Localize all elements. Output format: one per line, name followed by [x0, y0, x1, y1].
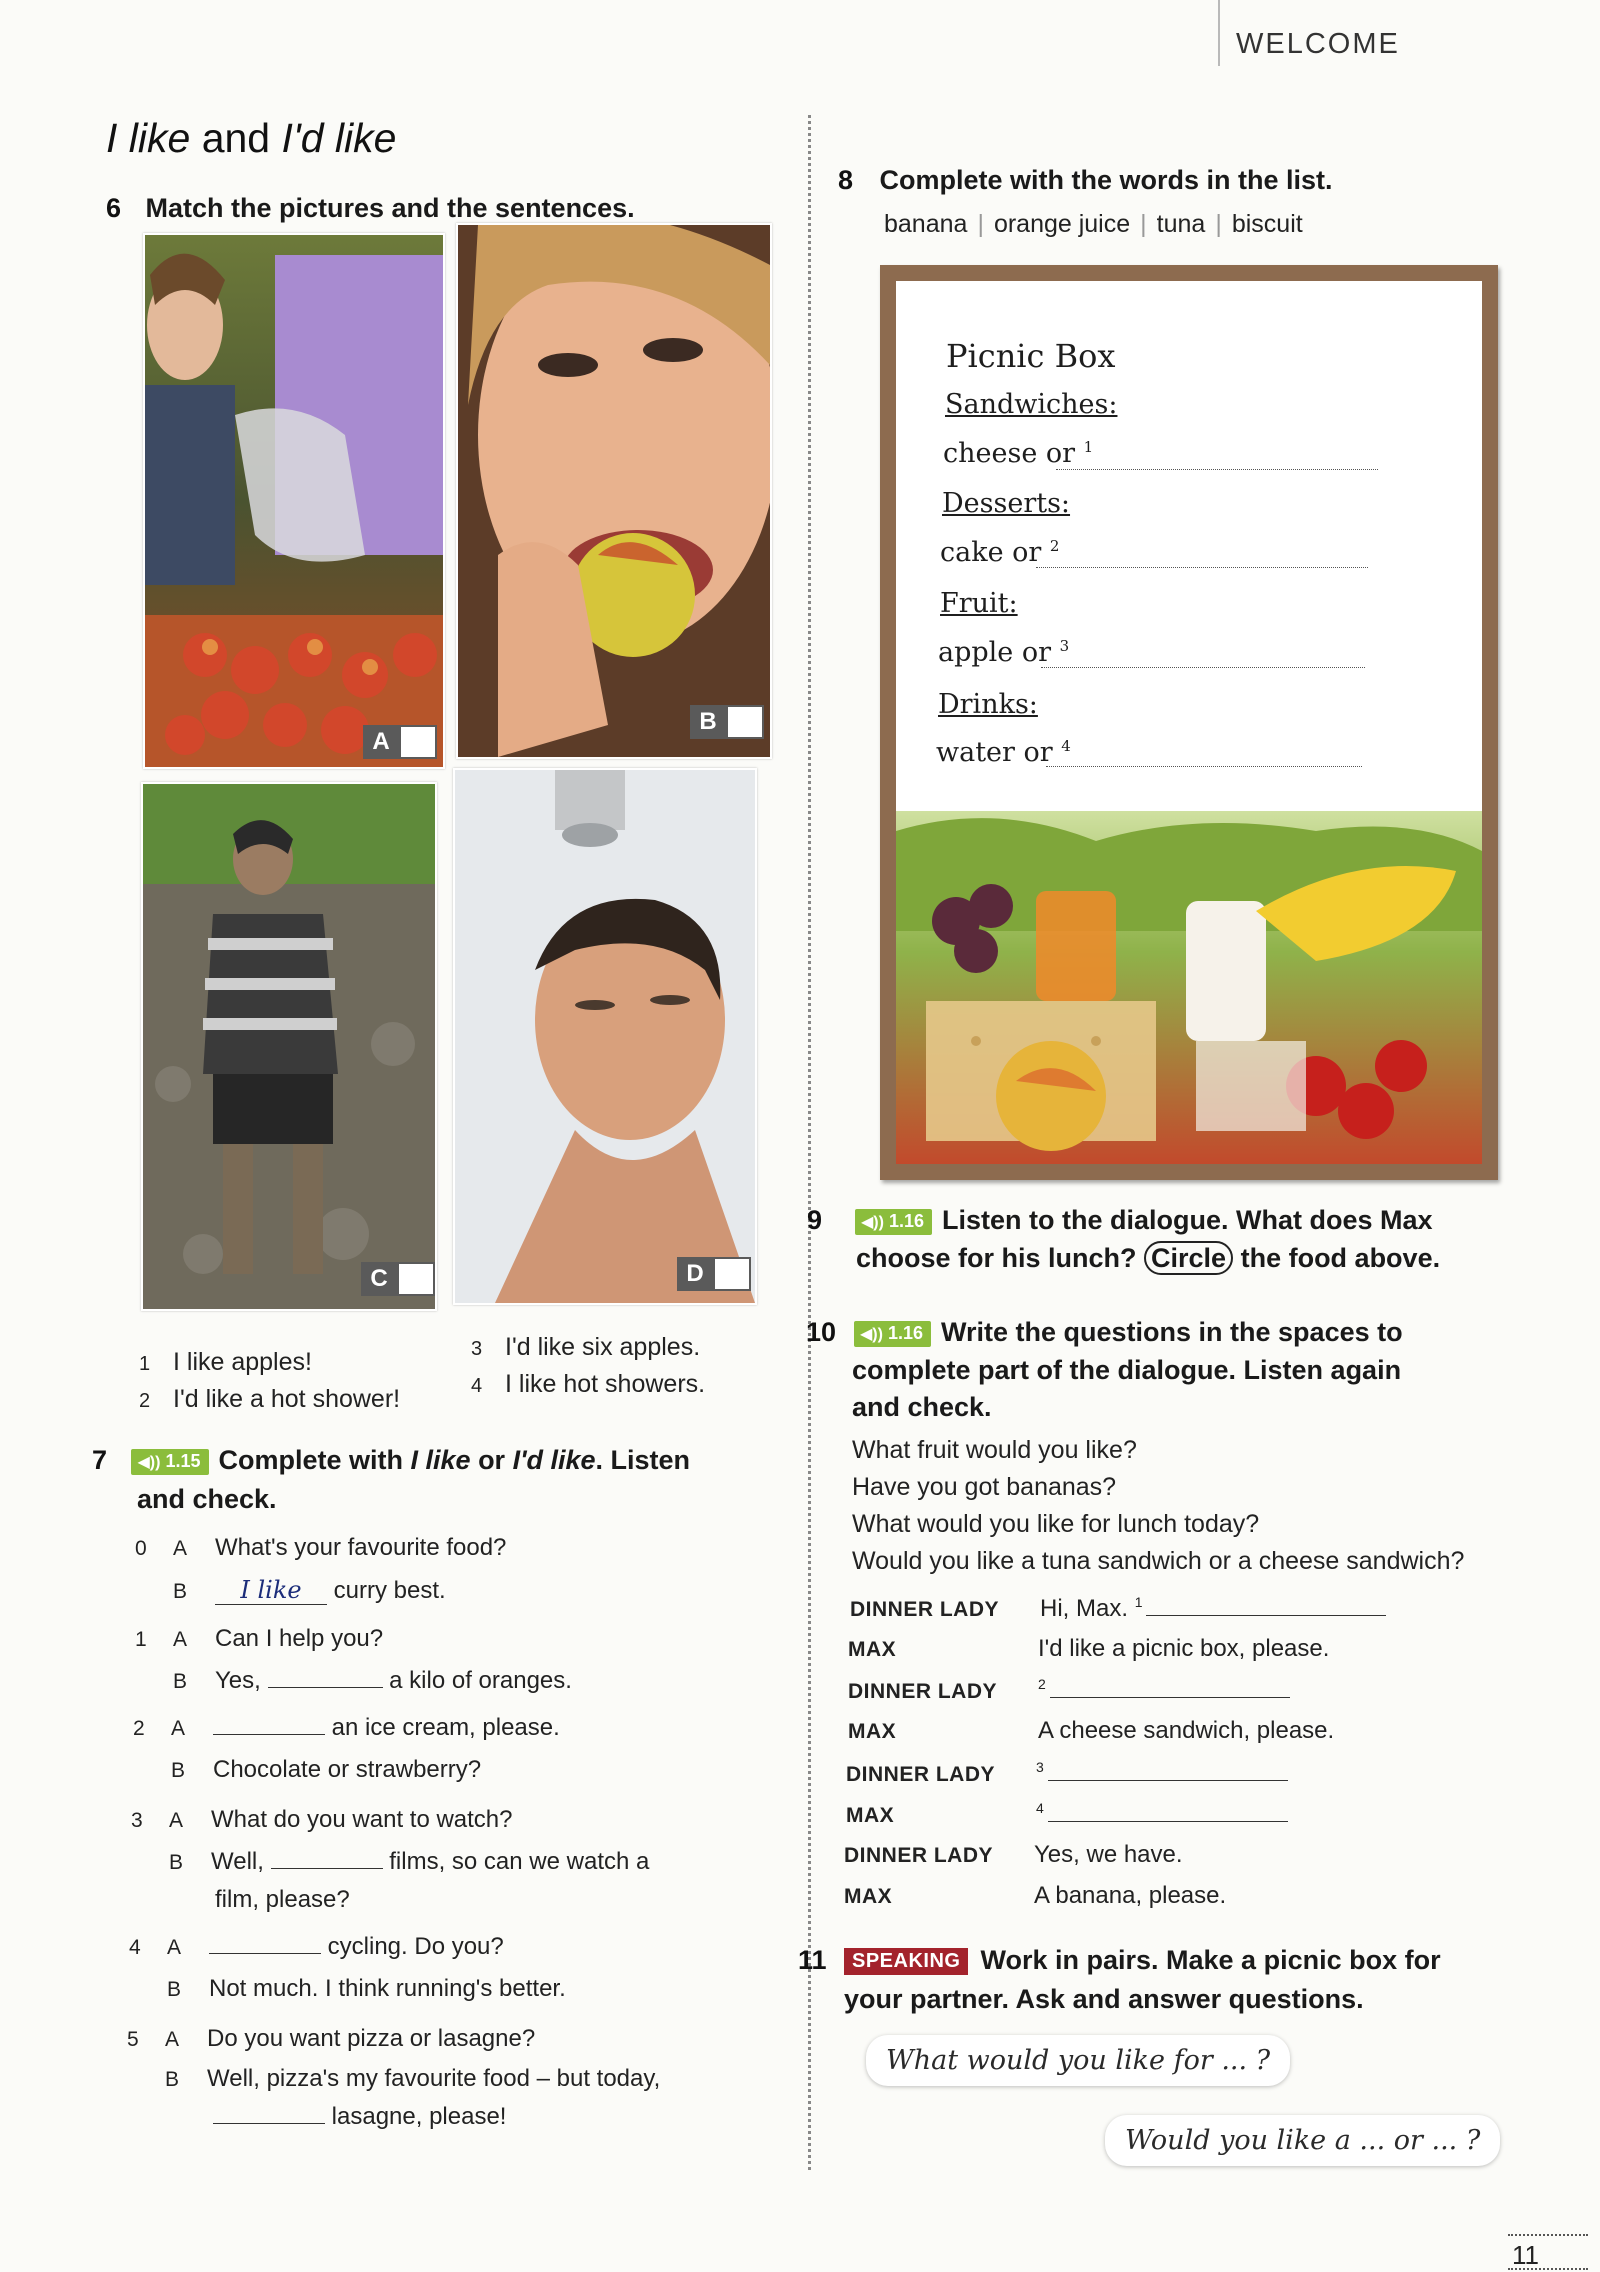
photo-b-girl-eating-apple [458, 225, 770, 757]
note-line-text: cake or [940, 537, 1042, 568]
sentence-3 [471, 1333, 700, 1362]
exercise-11-line2: your partner. Ask and answer questions. [844, 1984, 1364, 2014]
photo-b-answer-tag [690, 705, 764, 739]
photo-label: B [690, 705, 726, 739]
exercise-instruction: Complete with the words in the list. [879, 165, 1333, 195]
header-divider [1218, 0, 1220, 66]
answer-blank[interactable] [209, 1953, 321, 1954]
sentence-number: 1 [139, 1353, 151, 1375]
question-item: What would you like for lunch today? [852, 1510, 1260, 1538]
line-text: Yes, [215, 1667, 268, 1694]
speaker-name: DINNER LADY [844, 1844, 994, 1867]
exercise-10-line1 [806, 1317, 1403, 1348]
line-text: Well, [211, 1848, 271, 1875]
column-divider [808, 115, 811, 2170]
dialogue-row [848, 1717, 1334, 1745]
exercise-7-header [92, 1445, 690, 1476]
line-text: Do you want pizza or lasagne? [207, 2025, 536, 2052]
speaker-a: A [167, 1936, 182, 1959]
sentence-2 [139, 1385, 400, 1414]
note-heading: Drinks: [938, 689, 1038, 720]
dialogue-row [844, 1882, 1226, 1910]
answer-blank[interactable] [271, 1868, 383, 1869]
instruction-text: Write the questions in the spaces to [941, 1317, 1403, 1347]
word-list: banana | orange juice | tuna | biscuit [884, 210, 1303, 238]
speaker-b: B [167, 1978, 182, 2001]
ex7-item-0-a [135, 1534, 506, 1562]
instr-b: I like [410, 1445, 471, 1475]
note-line-text: water or [936, 737, 1053, 768]
exercise-number: 9 [807, 1205, 823, 1235]
dialogue-text: Hi, Max. [1040, 1595, 1135, 1622]
note-line-text: cheese or [943, 438, 1076, 469]
exercise-11-line1 [798, 1945, 1441, 1976]
speaker-name: DINNER LADY [848, 1680, 998, 1703]
sentence-number: 3 [471, 1338, 483, 1360]
dialogue-row [850, 1594, 1386, 1623]
photo-a-apples-market [145, 235, 443, 767]
note-heading: Desserts: [942, 488, 1071, 519]
ex7-item-4-b [167, 1975, 566, 2003]
line-text: films, so can we watch a [382, 1848, 650, 1875]
sentence-number: 4 [471, 1375, 483, 1397]
line-text: Chocolate or strawberry? [213, 1756, 482, 1783]
photo-label: A [363, 725, 399, 759]
answer-blank[interactable] [1048, 1780, 1288, 1781]
item-number: 3 [131, 1809, 143, 1832]
gap-4-line[interactable] [1046, 766, 1362, 767]
ex7-item-3-b-line2: film, please? [215, 1886, 350, 1913]
ex7-item-1-a [135, 1625, 383, 1653]
exercise-instruction: Match the pictures and the sentences. [145, 193, 635, 223]
instruction-text: the food above. [1233, 1243, 1441, 1273]
gap-number: 2 [1038, 1676, 1046, 1692]
speaker-a: A [173, 1537, 188, 1560]
exercise-number: 10 [806, 1317, 837, 1347]
dialogue-text: I'd like a picnic box, please. [1038, 1635, 1330, 1662]
speaker-name: MAX [844, 1885, 893, 1908]
ex7-item-1-b [173, 1667, 572, 1695]
speaker-a: A [171, 1717, 186, 1740]
ex7-item-5-b [165, 2065, 660, 2093]
line-text: lasagne, please! [325, 2103, 507, 2130]
dialogue-row [846, 1759, 1288, 1788]
speaker-a: A [165, 2028, 180, 2051]
photo-c-answer-tag [361, 1262, 435, 1296]
item-number: 2 [133, 1717, 145, 1740]
picnic-food-photo [896, 811, 1482, 1164]
instr-e: . Listen [595, 1445, 691, 1475]
gap-number: 3 [1036, 1759, 1044, 1775]
note-line [938, 637, 1069, 668]
section-header: WELCOME [1236, 28, 1400, 60]
line-text: Well, pizza's my favourite food – but today, [207, 2065, 661, 2092]
dialogue-row [848, 1676, 1290, 1705]
instr-c: or [470, 1445, 513, 1475]
word: tuna [1156, 210, 1206, 238]
speaker-b: B [173, 1580, 188, 1603]
note-heading: Sandwiches: [945, 389, 1118, 420]
line-text: Not much. I think running's better. [209, 1975, 566, 2002]
note-line-text: apple or [938, 637, 1052, 668]
line-text: curry best. [327, 1577, 446, 1604]
gap-number: 2 [1049, 537, 1060, 555]
title-i-like: I like [106, 115, 191, 161]
speaker-icon: ◀)) [860, 1325, 883, 1343]
answer-blank[interactable] [213, 2123, 325, 2124]
instr-a: Complete with [218, 1445, 411, 1475]
exercise-9-line2 [856, 1243, 1440, 1274]
line-text: an ice cream, please. [325, 1714, 560, 1741]
gap-number: 1 [1134, 1594, 1143, 1610]
sentence-1 [139, 1348, 312, 1377]
speaker-icon: ◀)) [137, 1453, 161, 1471]
instruction-text: Listen to the dialogue. What does Max [942, 1205, 1433, 1235]
gap-number: 4 [1036, 1800, 1044, 1816]
question-item: Would you like a tuna sandwich or a cheese sandwich? [852, 1547, 1465, 1575]
answer-box[interactable] [713, 1257, 751, 1291]
exercise-10-line2: complete part of the dialogue. Listen again [852, 1355, 1402, 1385]
speaker-b: B [165, 2068, 180, 2091]
item-number: 5 [127, 2028, 139, 2051]
line-text: Can I help you? [215, 1625, 384, 1652]
audio-track: 1.16 [888, 1211, 925, 1232]
line-text: a kilo of oranges. [382, 1667, 572, 1694]
photo-a-answer-tag [363, 725, 437, 759]
exercise-number: 8 [838, 165, 854, 195]
answer-blank[interactable] [1048, 1821, 1288, 1822]
sentence-number: 2 [139, 1390, 151, 1412]
question-item: What fruit would you like? [852, 1436, 1137, 1464]
circled-word: Circle [1144, 1241, 1233, 1275]
audio-track-badge[interactable] [855, 1209, 932, 1235]
exercise-instruction [131, 1445, 690, 1475]
title-id-like: I'd like [281, 115, 397, 161]
speaker-name: MAX [848, 1638, 897, 1661]
exercise-number: 6 [106, 193, 122, 223]
picnic-box-note [896, 281, 1482, 1164]
question-list [852, 1432, 1464, 1580]
answer-blank[interactable]: I like [215, 1576, 327, 1605]
gap-number: 3 [1059, 637, 1070, 655]
answer-box[interactable] [397, 1262, 435, 1296]
ex7-item-3-b [169, 1848, 649, 1876]
item-number: 4 [129, 1936, 141, 1959]
question-item: Have you got bananas? [852, 1473, 1117, 1501]
dialogue-text: A cheese sandwich, please. [1038, 1717, 1335, 1744]
gap-number: 4 [1061, 737, 1071, 755]
speaker-b: B [173, 1670, 188, 1693]
exercise-10-line3: and check. [852, 1392, 992, 1422]
speaker-icon: ◀)) [861, 1213, 884, 1231]
photo-b [456, 223, 772, 759]
instruction-text: choose for his lunch? [856, 1243, 1145, 1273]
item-number: 1 [135, 1628, 147, 1651]
sentence-text: I'd like six apples. [505, 1333, 701, 1361]
speech-bubble-1: What would you like for ... ? [866, 2035, 1290, 2086]
gap-3-line[interactable] [1041, 667, 1365, 668]
photo-label: C [361, 1262, 397, 1296]
line-text: What's your favourite food? [215, 1534, 507, 1561]
answer-blank[interactable] [268, 1687, 383, 1688]
photo-d-answer-tag [677, 1257, 751, 1291]
speaker-b: B [171, 1759, 186, 1782]
answer-blank[interactable] [1146, 1615, 1386, 1616]
instruction-text: Work in pairs. Make a picnic box for [980, 1945, 1441, 1975]
speaker-b: B [169, 1851, 184, 1874]
note-heading: Fruit: [940, 588, 1018, 619]
instr-d: I'd like [512, 1445, 596, 1475]
item-number: 0 [135, 1537, 147, 1560]
photo-d [453, 768, 757, 1305]
answer-box[interactable] [726, 705, 764, 739]
ex7-item-2-b [171, 1756, 481, 1784]
page-number-rule-top [1508, 2234, 1588, 2236]
exercise-instruction-line2: and check. [137, 1484, 277, 1514]
photo-d-boy-in-shower [455, 770, 755, 1303]
dialogue-row [846, 1800, 1288, 1829]
photo-c [141, 782, 437, 1311]
section-title [106, 115, 396, 162]
photo-c-muddy-rugby-player [143, 784, 435, 1309]
note-line [940, 537, 1059, 568]
dialogue-row [844, 1841, 1183, 1869]
exercise-number: 11 [798, 1945, 827, 1975]
exercise-number: 7 [92, 1445, 108, 1475]
audio-track: 1.15 [165, 1451, 201, 1472]
speech-bubble-2: Would you like a ... or ... ? [1105, 2115, 1500, 2166]
sentence-4 [471, 1370, 705, 1399]
sentence-text: I'd like a hot shower! [173, 1385, 401, 1413]
dialogue-row [848, 1635, 1329, 1663]
audio-track: 1.16 [887, 1323, 924, 1344]
line-text: cycling. Do you? [321, 1933, 504, 1960]
photo-a [143, 233, 445, 769]
speaker-name: DINNER LADY [850, 1598, 1000, 1621]
ex7-item-4-a [129, 1933, 504, 1961]
picnic-box-board [880, 265, 1498, 1180]
word: biscuit [1231, 210, 1303, 238]
gap-2-line[interactable] [1036, 567, 1368, 568]
note-line [936, 737, 1071, 768]
sentence-text: I like apples! [173, 1348, 312, 1376]
note-title: Picnic Box [946, 337, 1116, 375]
speaker-name: DINNER LADY [846, 1763, 996, 1786]
speaking-badge: SPEAKING [844, 1948, 968, 1975]
audio-track-badge[interactable] [131, 1449, 208, 1475]
speaker-a: A [173, 1628, 188, 1651]
dialogue-text: A banana, please. [1034, 1882, 1227, 1909]
sentence-text: I like hot showers. [505, 1370, 706, 1398]
speaker-name: MAX [848, 1720, 897, 1743]
answer-box[interactable] [399, 725, 437, 759]
speaker-a: A [169, 1809, 184, 1832]
gap-1-line[interactable] [1056, 469, 1378, 470]
dialogue-text: Yes, we have. [1034, 1841, 1183, 1868]
answer-blank[interactable] [213, 1734, 325, 1735]
gap-number: 1 [1083, 438, 1094, 456]
line-text: What do you want to watch? [211, 1806, 513, 1833]
word: orange juice [993, 210, 1131, 238]
ex7-item-0-b [173, 1576, 446, 1605]
ex7-item-3-a [131, 1806, 513, 1834]
speaker-name: MAX [846, 1804, 895, 1827]
ex7-item-2-a [133, 1714, 560, 1742]
photo-label: D [677, 1257, 713, 1291]
exercise-6-header [106, 193, 635, 224]
page-number: 11 [1512, 2240, 1539, 2270]
ex7-item-5-b-line2 [213, 2103, 506, 2131]
title-and: and [190, 115, 282, 161]
word: banana [884, 210, 968, 238]
answer-blank[interactable] [1050, 1697, 1290, 1698]
exercise-9-line1 [807, 1205, 1433, 1236]
audio-track-badge[interactable] [854, 1321, 931, 1347]
exercise-8-header [838, 165, 1333, 196]
ex7-item-5-a [127, 2025, 535, 2053]
note-line [943, 438, 1093, 469]
page-number-rule-bottom [1508, 2268, 1588, 2270]
